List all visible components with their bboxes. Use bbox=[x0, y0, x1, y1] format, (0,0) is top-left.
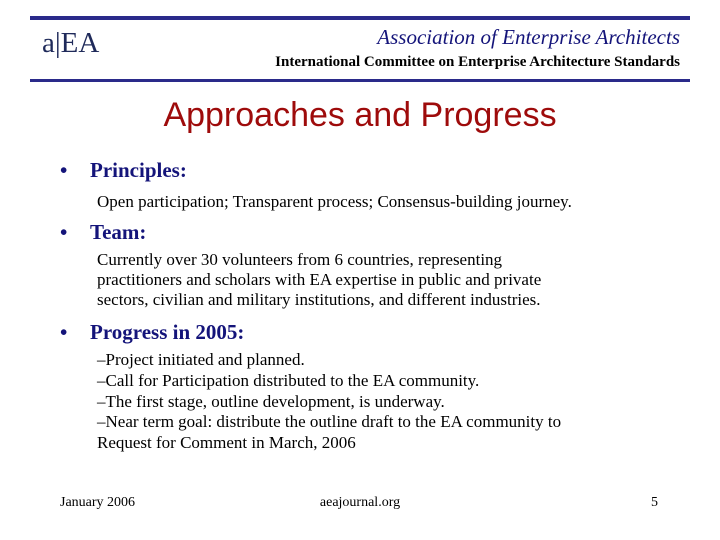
text-line: –Call for Participation distributed to the EA community. bbox=[97, 370, 480, 390]
text-line: –Project initiated and planned. bbox=[97, 350, 305, 369]
text-line: Currently over 30 volunteers from 6 countries, representing bbox=[97, 250, 503, 269]
slide-title: Approaches and Progress bbox=[163, 96, 557, 134]
footer-date: January 2006 bbox=[60, 495, 136, 510]
text-line: Open participation; Transparent process; Consensus-building journey. bbox=[97, 192, 572, 211]
footer-page-number: 5 bbox=[651, 495, 658, 510]
text-line: sectors, civilian and military institutions, and different industries. bbox=[97, 290, 541, 309]
bullet-marker: • bbox=[60, 320, 68, 344]
text-line: –The first stage, outline development, is underway. bbox=[97, 391, 445, 411]
principles-text bbox=[97, 192, 572, 212]
aea-logo bbox=[42, 28, 132, 68]
bullet-marker: • bbox=[60, 158, 68, 182]
logo-wordmark: a|EA bbox=[42, 27, 100, 59]
footer-site: aeajournal.org bbox=[319, 495, 401, 510]
text-line: –Near term goal: distribute the outline draft to the EA community to bbox=[97, 412, 562, 432]
header-bottom-rule bbox=[30, 79, 690, 82]
bullet-progress bbox=[60, 320, 244, 345]
bullet-marker: • bbox=[60, 220, 68, 244]
progress-text bbox=[97, 350, 657, 454]
text-line: practitioners and scholars with EA expertise in public and private bbox=[97, 270, 542, 289]
bullet-label: Principles: bbox=[90, 158, 187, 182]
bullet-principles bbox=[60, 158, 187, 183]
text-line: Request for Comment in March, 2006 bbox=[97, 433, 356, 453]
organization-name: Association of Enterprise Architects bbox=[377, 25, 680, 49]
header-top-rule bbox=[30, 16, 690, 20]
team-text bbox=[97, 250, 657, 310]
bullet-team bbox=[60, 220, 146, 245]
bullet-label: Team: bbox=[90, 220, 147, 244]
committee-name: International Committee on Enterprise Architecture Standards bbox=[275, 54, 680, 70]
bullet-label: Progress in 2005: bbox=[90, 320, 245, 344]
